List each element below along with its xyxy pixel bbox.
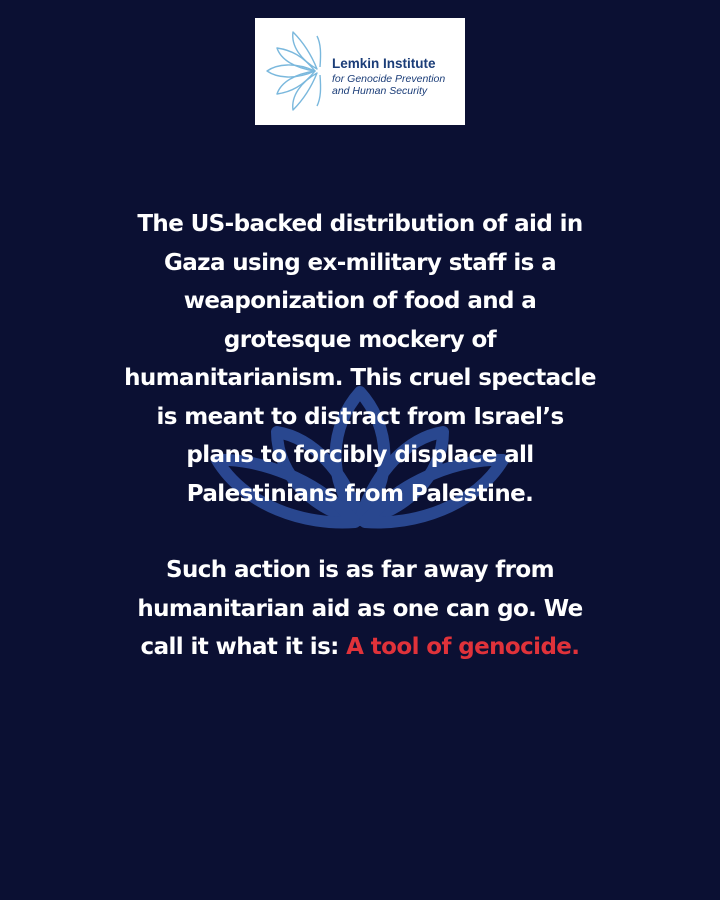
statement-line: humanitarianism. This cruel spectacle [124,365,596,391]
lotus-logo-icon [263,26,335,116]
logo-subtitle [332,73,445,97]
statement-line: weaponization of food and a [183,288,537,314]
statement-line: grotesque mockery of [223,326,497,353]
logo-card [255,18,465,125]
statement-text [60,205,660,667]
statement-line: Gaza using ex-military staff is a [163,249,557,276]
statement-line: plans to forcibly displace all [186,442,534,468]
statement-paragraph-1 [60,205,660,513]
statement-line: The US-backed distribution of aid in [137,211,583,237]
logo-title: Lemkin Institute [332,56,436,71]
highlight-text: A tool of genocide. [346,634,580,660]
logo-subtitle-line-2: and Human Security [332,85,428,97]
statement-line: call it what it is: [140,634,347,660]
logo-subtitle-line-1: for Genocide Prevention [332,73,446,85]
statement-line: Such action is as far away from [166,557,554,583]
statement-line: is meant to distract from Israel’s [156,403,564,430]
statement-paragraph-2 [60,551,660,667]
statement-line: humanitarian aid as one can go. We [137,595,583,622]
statement-line: Palestinians from Palestine. [186,480,534,507]
